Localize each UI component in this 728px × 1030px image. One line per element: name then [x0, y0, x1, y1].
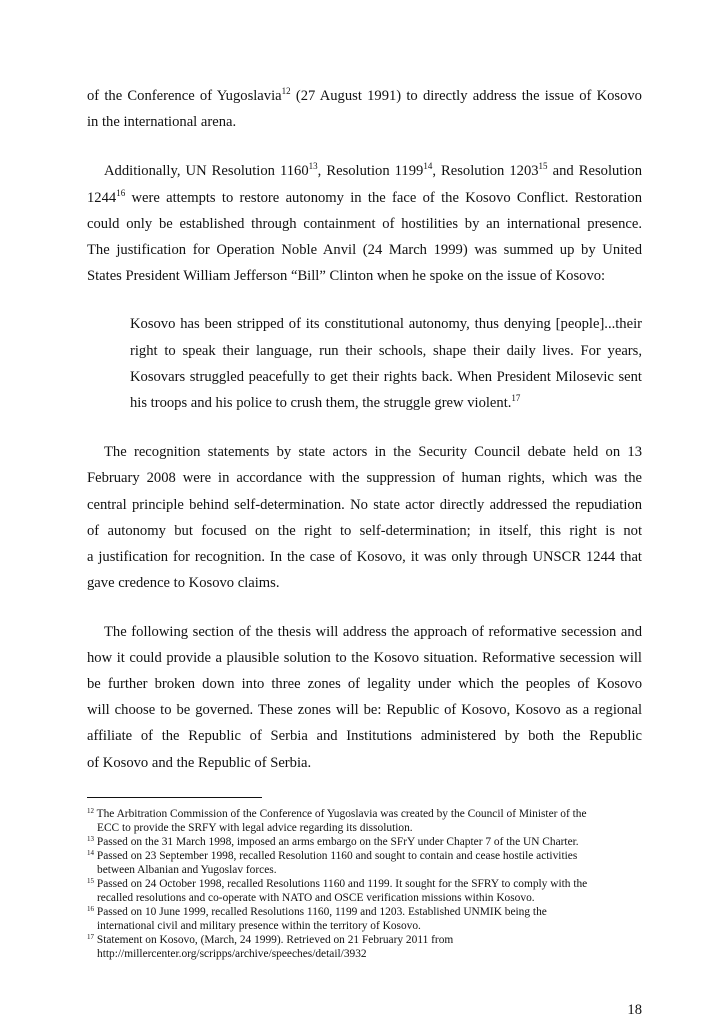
quote-line: Kosovo has been stripped of its constitutional autonomy, thus denying [people]...their	[130, 316, 642, 332]
body-line: affiliate of the Republic of Serbia and Institutions administered by both the Republic	[87, 728, 642, 744]
body-line: a justification for recognition. In the case of Kosovo, it was only through UNSCR 1244 that	[87, 549, 642, 565]
body-line: in the international arena.	[87, 114, 237, 130]
body-line: of the Conference of Yugoslavia$^{12}$ (27 August 1991) to directly address the issue of Kosovo	[87, 86, 642, 104]
body-line: February 2008 were in accordance with the suppression of human rights, which was the	[87, 470, 642, 486]
footnote-14: $^{14}$ Passed on 23 September 1998, recalled Resolution 1160 and sought to contain and cease hostile activities	[87, 849, 578, 862]
body-line: of Kosovo and the Republic of Serbia.	[87, 755, 312, 771]
footnote-ref[interactable]: 13	[308, 161, 318, 171]
body-line: Additionally, UN Resolution 1160$^{13}$, Resolution 1199$^{14}$, Resolution 1203$^{15}$ and Resolution	[104, 161, 642, 179]
footnote-17: $^{17}$ Statement on Kosovo, (March, 24 1999). Retrieved on 21 February 2011 from	[87, 933, 454, 946]
body-line: of autonomy but focused on the right to self-determination; in itself, this right is not	[87, 523, 642, 539]
body-line: 1244$^{16}$ were attempts to restore autonomy in the face of the Kosovo Conflict. Restoration	[87, 188, 642, 206]
footnote-ref[interactable]: 17	[511, 393, 521, 403]
body-line: gave credence to Kosovo claims.	[87, 575, 280, 591]
body-line: The justification for Operation Noble Anvil (24 March 1999) was summed up by United	[87, 242, 642, 258]
quote-line: Kosovars struggled peacefully to get their rights back. When President Milosevic sent	[130, 369, 642, 385]
body-line: could only be established through containment of hostilities by an international presence.	[87, 216, 642, 232]
body-line: The recognition statements by state actors in the Security Council debate held on 13	[104, 444, 642, 460]
footnote-ref[interactable]: 12	[281, 86, 291, 96]
footnote-ref[interactable]: 15	[538, 161, 548, 171]
quote-line: his troops and his police to crush them, the struggle grew violent.$^{17}$	[130, 393, 521, 411]
footnote-16-cont: international civil and military presence within the territory of Kosovo.	[97, 920, 421, 932]
body-line: central principle behind self-determination. No state actor directly addressed the repudiation	[87, 497, 642, 513]
footnote-16: $^{16}$ Passed on 10 June 1999, recalled Resolutions 1160, 1199 and 1203. Established UNMIK being the	[87, 905, 547, 918]
footnote-12-cont: ECC to provide the SRFY with legal advice regarding its dissolution.	[97, 822, 413, 834]
body-line: will choose to be governed. These zones will be: Republic of Kosovo, Kosovo as a regional	[87, 702, 642, 718]
quote-line: right to speak their language, run their schools, shape their daily lives. For years,	[130, 343, 642, 359]
footnote-ref[interactable]: 14	[423, 161, 433, 171]
footnote-ref[interactable]: 16	[116, 188, 126, 198]
page-number: 18	[627, 1002, 642, 1018]
body-line: how it could provide a plausible solution to the Kosovo situation. Reformative secession will	[87, 650, 642, 666]
body-line: States President William Jefferson “Bill” Clinton when he spoke on the issue of Kosovo:	[87, 268, 606, 284]
body-line: be further broken down into three zones of legality under which the peoples of Kosovo	[87, 676, 642, 692]
footnote-15-cont: recalled resolutions and co-operate with NATO and OSCE verification missions within Kosovo.	[97, 892, 535, 904]
footnote-separator	[87, 797, 262, 798]
body-line: The following section of the thesis will address the approach of reformative secession and	[104, 624, 642, 640]
footnote-17-url[interactable]: http://millercenter.org/scripps/archive/speeches/detail/3932	[97, 948, 367, 960]
footnote-13: $^{13}$ Passed on the 31 March 1998, imposed an arms embargo on the SFrY under Chapter 7 of the UN Charter.	[87, 835, 579, 848]
footnote-14-cont: between Albanian and Yugoslav forces.	[97, 864, 277, 876]
footnote-12: $^{12}$ The Arbitration Commission of the Conference of Yugoslavia was created by the Council of Minister of the	[87, 807, 587, 820]
footnote-15: $^{15}$ Passed on 24 October 1998, recalled Resolutions 1160 and 1199. It sought for the SFRY to comply with the	[87, 877, 588, 890]
